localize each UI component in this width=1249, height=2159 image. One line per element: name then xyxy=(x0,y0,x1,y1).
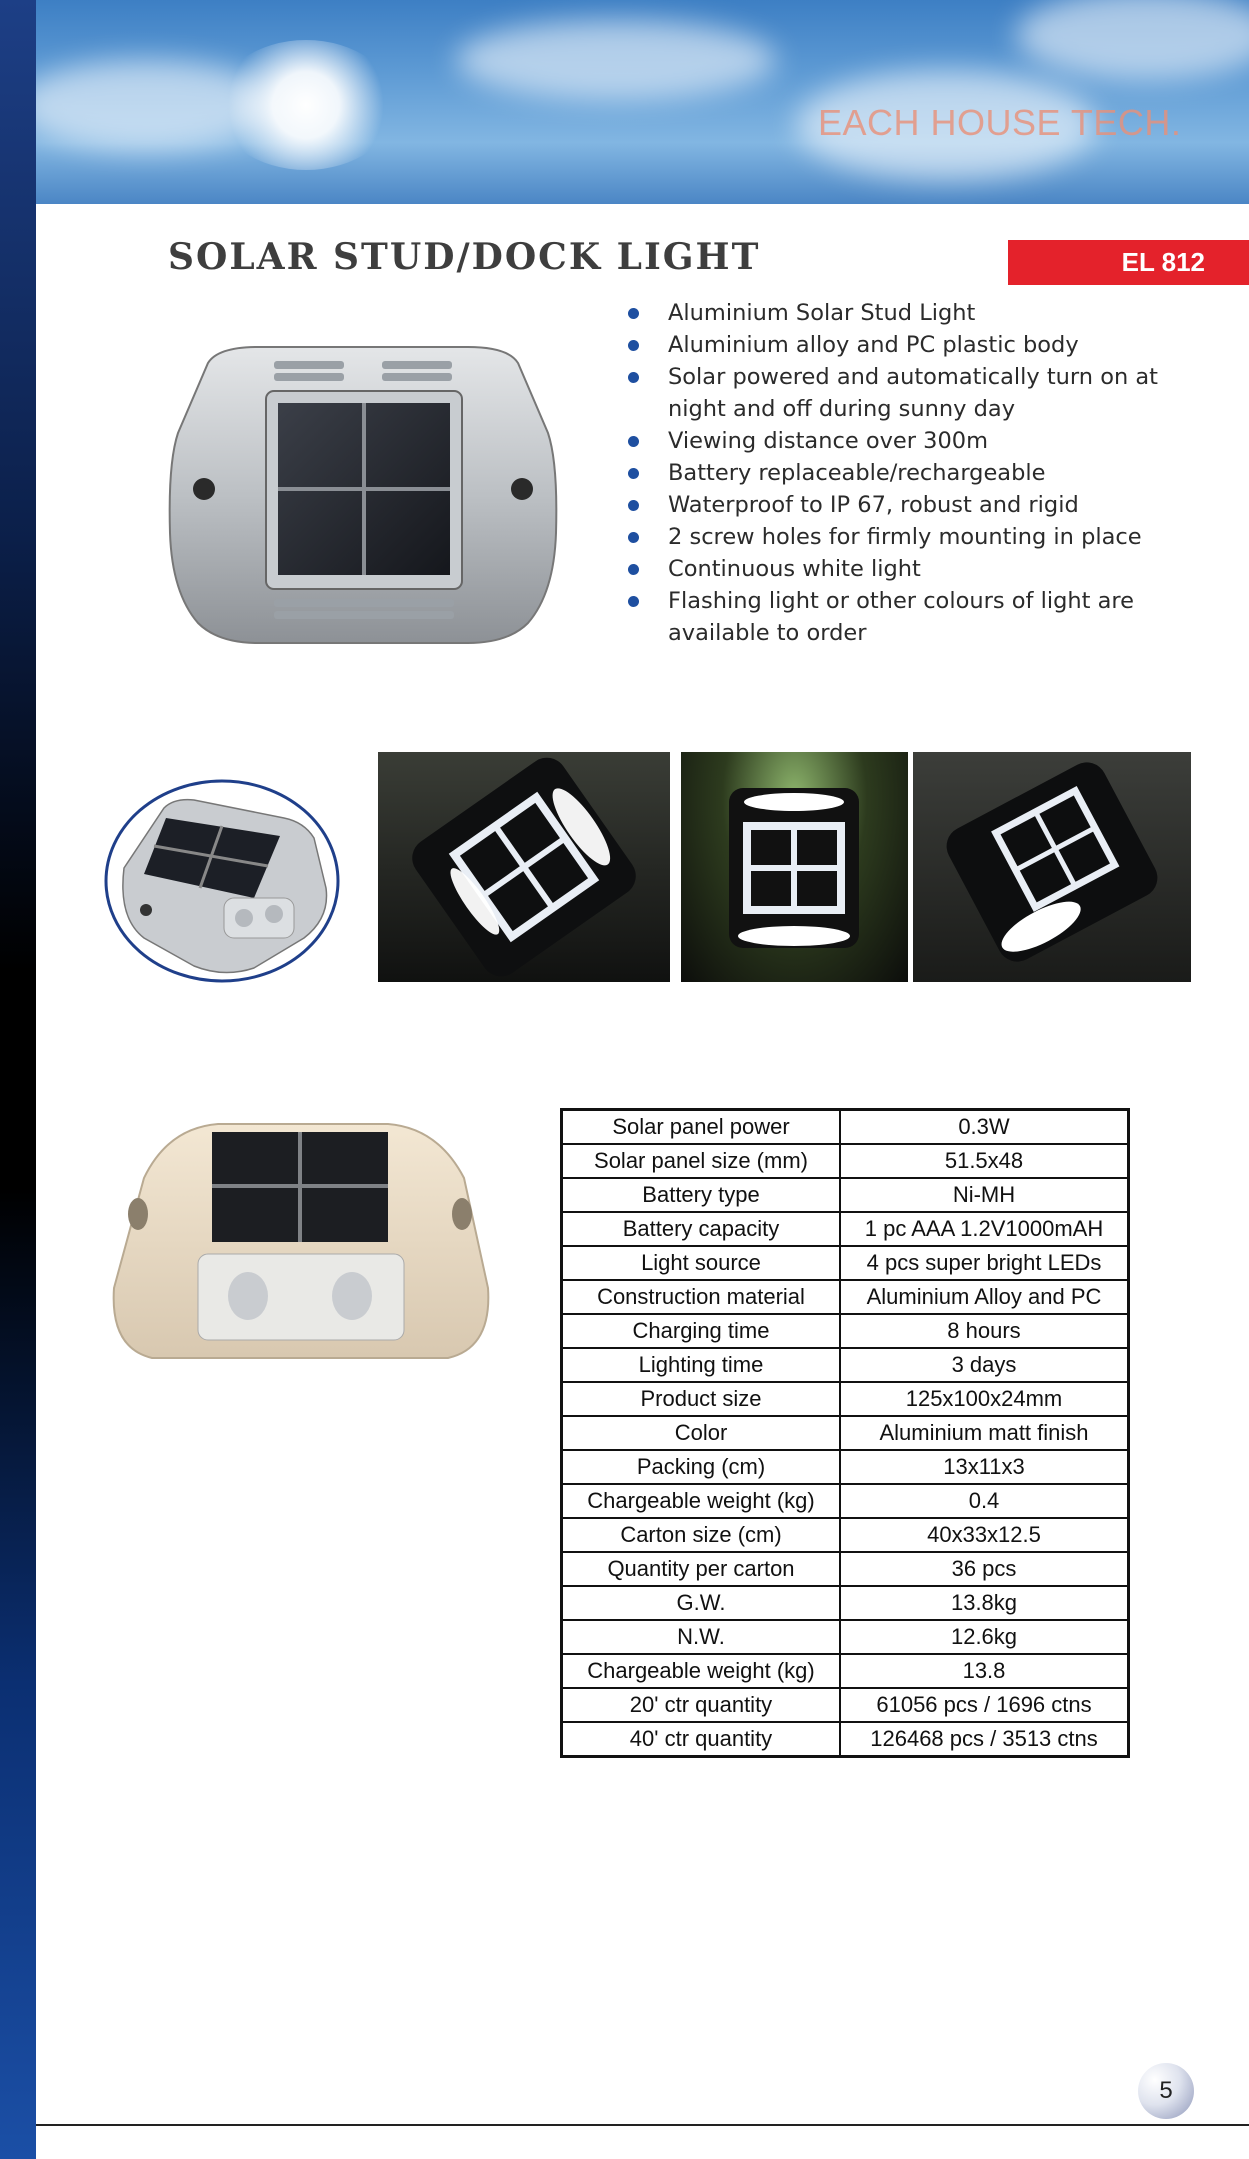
spec-label: Light source xyxy=(562,1246,841,1280)
table-row xyxy=(562,1212,1129,1246)
feature-list xyxy=(622,297,1182,649)
table-row xyxy=(562,1586,1129,1620)
night-photo-1 xyxy=(378,752,670,982)
feature-item: Solar powered and automatically turn on at night and off during sunny day xyxy=(622,361,1182,425)
night-photo-3 xyxy=(913,752,1191,982)
spec-value: 40x33x12.5 xyxy=(840,1518,1129,1552)
footer-rule xyxy=(36,2124,1249,2126)
cloud-shape xyxy=(1016,0,1249,80)
spec-value: 3 days xyxy=(840,1348,1129,1382)
table-row xyxy=(562,1314,1129,1348)
spec-value: 61056 pcs / 1696 ctns xyxy=(840,1688,1129,1722)
table-row xyxy=(562,1416,1129,1450)
spec-value: 13.8kg xyxy=(840,1586,1129,1620)
spec-value: 1 pc AAA 1.2V1000mAH xyxy=(840,1212,1129,1246)
spec-value: 36 pcs xyxy=(840,1552,1129,1586)
table-row xyxy=(562,1382,1129,1416)
table-row xyxy=(562,1450,1129,1484)
table-row xyxy=(562,1654,1129,1688)
product-image-front-view xyxy=(108,1118,492,1364)
table-row xyxy=(562,1246,1129,1280)
cloud-shape xyxy=(456,20,776,100)
spec-label: Solar panel power xyxy=(562,1110,841,1145)
table-row xyxy=(562,1280,1129,1314)
spec-label: 20' ctr quantity xyxy=(562,1688,841,1722)
feature-item: Viewing distance over 300m xyxy=(622,425,1182,457)
table-row xyxy=(562,1110,1129,1145)
spec-label: Construction material xyxy=(562,1280,841,1314)
spec-value: 0.3W xyxy=(840,1110,1129,1145)
left-edge-stripe xyxy=(0,0,36,2159)
feature-item: 2 screw holes for firmly mounting in place xyxy=(622,521,1182,553)
table-row xyxy=(562,1484,1129,1518)
spec-label: Battery capacity xyxy=(562,1212,841,1246)
brand-name: EACH HOUSE TECH. xyxy=(818,102,1182,143)
table-row xyxy=(562,1178,1129,1212)
spec-label: Chargeable weight (kg) xyxy=(562,1654,841,1688)
spec-value: 51.5x48 xyxy=(840,1144,1129,1178)
table-row xyxy=(562,1552,1129,1586)
spec-label: Charging time xyxy=(562,1314,841,1348)
page-title: SOLAR STUD/DOCK LIGHT xyxy=(168,236,761,278)
table-row xyxy=(562,1620,1129,1654)
feature-item: Aluminium alloy and PC plastic body xyxy=(622,329,1182,361)
spec-label: Packing (cm) xyxy=(562,1450,841,1484)
spec-label: Chargeable weight (kg) xyxy=(562,1484,841,1518)
table-row xyxy=(562,1144,1129,1178)
feature-item: Continuous white light xyxy=(622,553,1182,585)
spec-value: 8 hours xyxy=(840,1314,1129,1348)
product-image-top-view xyxy=(168,343,558,645)
spec-value: Ni-MH xyxy=(840,1178,1129,1212)
product-image-angled-view xyxy=(104,778,340,984)
spec-value: 12.6kg xyxy=(840,1620,1129,1654)
spec-value: 0.4 xyxy=(840,1484,1129,1518)
table-row xyxy=(562,1518,1129,1552)
table-row xyxy=(562,1688,1129,1722)
feature-item: Battery replaceable/rechargeable xyxy=(622,457,1182,489)
spec-label: Quantity per carton xyxy=(562,1552,841,1586)
table-row xyxy=(562,1348,1129,1382)
spec-label: Product size xyxy=(562,1382,841,1416)
spec-value: Aluminium matt finish xyxy=(840,1416,1129,1450)
feature-item: Aluminium Solar Stud Light xyxy=(622,297,1182,329)
spec-label: Battery type xyxy=(562,1178,841,1212)
night-photo-2 xyxy=(681,752,908,982)
spec-label: N.W. xyxy=(562,1620,841,1654)
spec-value: 13.8 xyxy=(840,1654,1129,1688)
spec-value: 125x100x24mm xyxy=(840,1382,1129,1416)
table-row xyxy=(562,1722,1129,1757)
sun-glow xyxy=(216,40,396,170)
spec-label: Lighting time xyxy=(562,1348,841,1382)
spec-value: 126468 pcs / 3513 ctns xyxy=(840,1722,1129,1757)
feature-item: Waterproof to IP 67, robust and rigid xyxy=(622,489,1182,521)
spec-value: Aluminium Alloy and PC xyxy=(840,1280,1129,1314)
spec-label: Solar panel size (mm) xyxy=(562,1144,841,1178)
product-code-badge: EL 812 xyxy=(1008,240,1249,285)
spec-label: Carton size (cm) xyxy=(562,1518,841,1552)
page-number: 5 xyxy=(1138,2063,1194,2119)
feature-item: Flashing light or other colours of light are available to order xyxy=(622,585,1182,649)
spec-value: 4 pcs super bright LEDs xyxy=(840,1246,1129,1280)
spec-value: 13x11x3 xyxy=(840,1450,1129,1484)
header-banner xyxy=(36,0,1249,204)
spec-table xyxy=(560,1108,1130,1758)
spec-label: G.W. xyxy=(562,1586,841,1620)
spec-label: Color xyxy=(562,1416,841,1450)
spec-label: 40' ctr quantity xyxy=(562,1722,841,1757)
